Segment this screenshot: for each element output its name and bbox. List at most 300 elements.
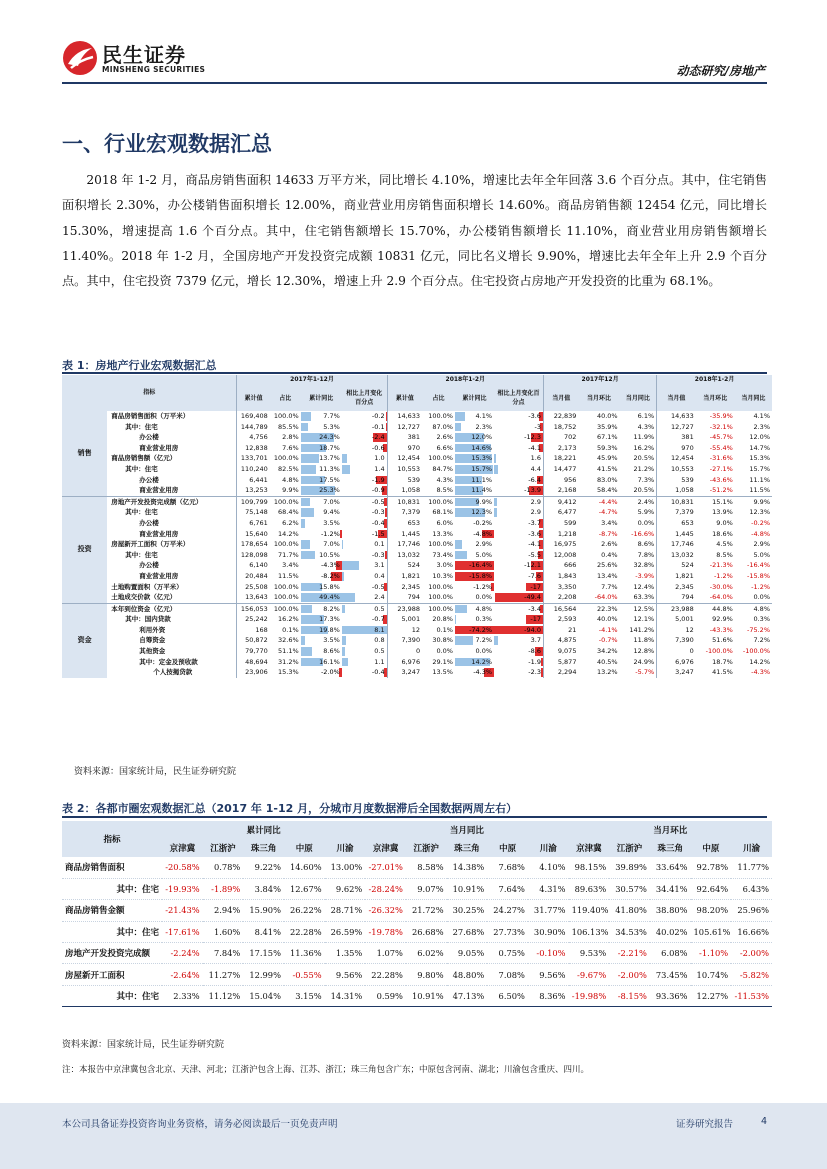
t1-cell-value: -100.0% [705, 647, 733, 656]
t1-cell [342, 592, 387, 603]
t1-cell-value: -16.4% [469, 561, 493, 570]
t1-cell-value: 15.7% [471, 464, 493, 473]
t2-cell: -17.61% [162, 921, 203, 942]
t1-cell [657, 550, 696, 561]
t2-cell: -2.00% [609, 964, 650, 985]
t1-cell-value: 14.6% [471, 443, 493, 452]
t1-cell-value: 24.9% [633, 657, 655, 666]
t1-cell [578, 635, 619, 646]
t1-cell-value: 100.0% [273, 497, 299, 506]
t1-cell-value: 0 [689, 647, 694, 656]
table1-source: 资料来源：国家统计局，民生证券研究院 [74, 767, 237, 777]
t1-cell [455, 529, 494, 540]
t2-cell: 12.67% [284, 878, 325, 899]
t1-cell [237, 603, 270, 614]
t1-cell [696, 464, 735, 475]
t1-cell [578, 529, 619, 540]
t1-data-bar [301, 647, 313, 656]
t2-cell: 7.08% [487, 964, 528, 985]
t1-cell-value: 15,640 [245, 529, 268, 538]
t2-cell: 6.08% [650, 943, 691, 964]
t1-cell [301, 625, 342, 636]
t1-data-bar [455, 605, 467, 614]
t1-cell [735, 518, 772, 529]
t1-cell-value: -12.1 [524, 561, 541, 570]
t1-cell [578, 432, 619, 443]
t1-cell-value: -32.1% [709, 422, 733, 431]
t1-cell [543, 592, 578, 603]
t1-cell-value: 16,564 [553, 604, 577, 613]
t1-cell [578, 464, 619, 475]
t1-cell-value: 18.7% [319, 443, 340, 452]
t2-region-header: 京津冀 [162, 839, 203, 857]
t1-cell [342, 657, 387, 668]
t1-cell [237, 571, 270, 582]
t1-cell-value: 25,242 [245, 615, 268, 624]
t1-cell [270, 539, 301, 550]
t1-cell [422, 464, 455, 475]
t1-row-label: 本年到位资金（亿元） [107, 603, 237, 614]
t1-cell [455, 507, 494, 518]
t1-cell [342, 529, 387, 540]
t1-cell-value: 16.2% [278, 615, 299, 624]
t1-cell [578, 603, 619, 614]
t1-cell-value: -0.3 [371, 508, 385, 517]
t2-cell: -5.82% [731, 964, 772, 985]
t1-header-2017-cum: 2017年1-12月 [237, 375, 387, 385]
t1-row [62, 614, 772, 625]
t2-cell: 16.66% [731, 921, 772, 942]
t1-cell-value: 51.6% [712, 636, 733, 645]
t1-cell [494, 635, 543, 646]
t1-cell [301, 657, 342, 668]
t1-cell-value: 6.6% [436, 443, 453, 452]
t1-cell-value: 4,756 [249, 433, 268, 442]
t2-cell: 2.94% [203, 900, 244, 921]
t2-cell: 41.80% [609, 900, 650, 921]
t1-cell [387, 411, 422, 422]
t1-cell-value: 87.0% [432, 422, 453, 431]
t2-cell: -27.01% [365, 857, 406, 878]
t2-cell: 7.84% [203, 943, 244, 964]
t1-cell-value: 15.3% [749, 454, 770, 463]
t1-col-header: 累计值 [387, 385, 422, 411]
t1-cell-value: 73.4% [432, 550, 453, 559]
t1-cell [620, 667, 657, 678]
t1-cell-value: -0.1 [371, 422, 385, 431]
t1-cell-value: 2.8% [282, 433, 299, 442]
t1-cell [237, 443, 270, 454]
t2-region-header: 川渝 [528, 839, 569, 857]
t1-data-bar [541, 668, 543, 677]
t1-cell-value: 3.5% [323, 518, 340, 527]
t1-cell-value: -43.6% [709, 475, 733, 484]
t1-col-header: 相比上月变化百分点 [494, 385, 543, 411]
t1-cell [237, 432, 270, 443]
t1-cell [270, 582, 301, 593]
t1-data-bar [385, 508, 387, 517]
t1-cell [237, 614, 270, 625]
t1-cell [494, 475, 543, 486]
t1-cell-value: 25.6% [596, 561, 618, 570]
t1-cell-value: 2,168 [557, 486, 577, 495]
t1-cell [422, 507, 455, 518]
t1-cell [237, 625, 270, 636]
t2-cell: 12.27% [691, 985, 732, 1006]
t2-region-header: 江浙沪 [203, 839, 244, 857]
t1-data-bar [342, 454, 348, 463]
t1-data-bar [301, 519, 306, 528]
t1-cell [455, 432, 494, 443]
t2-cell: 31.77% [528, 900, 569, 921]
t1-col-header: 当月值 [657, 385, 696, 411]
t1-cell [387, 529, 422, 540]
t1-cell-value: 4.8% [753, 604, 770, 613]
t1-cell [620, 411, 657, 422]
t1-cell-value: 1.1 [374, 657, 385, 666]
t1-cell [270, 550, 301, 561]
t1-cell [620, 422, 657, 433]
t1-cell [735, 475, 772, 486]
t1-cell-value: 0.0% [475, 647, 493, 656]
t1-cell [301, 443, 342, 454]
t1-cell [657, 485, 696, 496]
t1-cell-value: 44.8% [712, 604, 733, 613]
t1-cell [342, 464, 387, 475]
t1-cell-value: 2.4 [374, 593, 385, 602]
t1-cell [270, 625, 301, 636]
t1-cell-value: 12.8% [633, 647, 655, 656]
t1-cell [455, 453, 494, 464]
t1-cell-value: 100.0% [428, 582, 453, 591]
t1-data-bar [494, 636, 498, 645]
report-category-tag: 动态研究/房地产 [676, 64, 765, 78]
t1-cell-value: 18,752 [553, 422, 577, 431]
t1-cell-value: 13.4% [596, 571, 618, 580]
t1-cell-value: 14.2% [749, 657, 770, 666]
t1-cell [342, 667, 387, 678]
t1-row [62, 507, 772, 518]
summary-paragraph: 2018 年 1-2 月，商品房销售面积 14633 万平方米，同比增长 4.10%，增速比去年全年回落 3.6 个百分点。其中，住宅销售面积增长 2.30%，办公楼销售面积增长 12.00%，商业营业用房销售面积增长 14.60%。商品房销售额 12454 亿元，同比增长 15.30%，增速提高 1.6 个百分点。其中，住宅销售额增长 15.70%，办公楼销售额增长 11.10%，商业营业用房销售额增长 11.40%。2018 年 1-2 月，全国房地产开发投资完成额 10831 亿元，同比名义增长 9.90%，增速比去年全年上升 2.9 个百分点。其中，住宅投资 7379 亿元，增长 12.30%，增速上升 2.9 个百分点。住宅投资占房地产开发投资的比重为 68.1%。 [62, 173, 767, 289]
t1-cell [422, 625, 455, 636]
t2-row-label: 房屋新开工面积 [62, 964, 162, 985]
t1-data-bar [541, 658, 543, 667]
t1-cell [620, 646, 657, 657]
t2-cell: -1.10% [691, 943, 732, 964]
t1-cell [657, 571, 696, 582]
t1-cell-value: 0.3% [475, 615, 493, 624]
t1-cell [387, 485, 422, 496]
t1-cell [696, 518, 735, 529]
t1-cell-value: 11.9% [633, 433, 655, 442]
t1-cell-value: 2.3% [753, 422, 770, 431]
t2-cell: 10.91% [447, 878, 488, 899]
t1-cell [735, 411, 772, 422]
brand-name-en: MINSHENG SECURITIES [102, 65, 206, 74]
t1-cell-value: -0.6 [371, 443, 385, 452]
t1-data-bar [455, 615, 456, 624]
t1-cell-value: 1,843 [557, 571, 577, 580]
t1-cell [578, 539, 619, 550]
t1-cell-value: 25.3% [319, 486, 340, 495]
t1-cell-value: 3.1 [374, 561, 385, 570]
t1-cell-value: 7.7% [601, 582, 618, 591]
t2-cell: 9.53% [569, 943, 610, 964]
t1-cell [387, 550, 422, 561]
t1-cell [620, 453, 657, 464]
t1-cell [494, 614, 543, 625]
t1-cell [342, 443, 387, 454]
t1-cell-value: 40.0% [596, 412, 618, 420]
t1-cell-value: 7.6% [282, 443, 299, 452]
t1-cell [657, 422, 696, 433]
t1-cell-value: 1,821 [401, 571, 421, 580]
t1-cell-value: 15.7% [749, 464, 770, 473]
t1-cell-value: 12.0% [749, 433, 770, 442]
t1-cell-value: 5.9% [637, 508, 655, 517]
t2-cell: -2.21% [609, 943, 650, 964]
t1-row [62, 453, 772, 464]
t1-data-bar [494, 454, 496, 463]
t2-cell: 28.71% [325, 900, 366, 921]
t1-cell [543, 539, 578, 550]
t1-cell-value: 2,593 [557, 615, 577, 624]
t1-cell [422, 443, 455, 454]
t1-cell-value: -100.0% [742, 647, 770, 656]
t1-cell-value: 100.0% [273, 604, 299, 613]
t1-cell [657, 475, 696, 486]
t1-cell-value: 100.0% [428, 604, 453, 613]
t1-cell-value: -15.8% [469, 571, 493, 580]
t1-cell-value: 12.3% [749, 508, 770, 517]
t1-cell-value: -8.6 [528, 647, 541, 656]
t1-cell-value: 6,140 [249, 561, 268, 570]
t1-row [62, 571, 772, 582]
t1-cell-value: 0.8 [374, 636, 385, 645]
t1-data-bar [455, 412, 465, 421]
t1-cell-value: 63.3% [633, 593, 655, 602]
t1-cell-value: 1,445 [675, 529, 694, 538]
t1-cell-value: 0.1% [282, 625, 299, 634]
t1-cell [455, 582, 494, 593]
t1-cell [237, 464, 270, 475]
t1-cell [578, 518, 619, 529]
t2-cell: 11.27% [203, 964, 244, 985]
t1-row [62, 518, 772, 529]
t1-cell-value: 702 [564, 433, 577, 442]
t2-cell: 14.38% [447, 857, 488, 878]
t1-cell [578, 485, 619, 496]
t1-data-bar [386, 412, 387, 421]
t1-cell [543, 432, 578, 443]
t1-row-label: 商业营业用房 [107, 485, 237, 496]
t1-cell [543, 453, 578, 464]
t2-cell: 1.07% [365, 943, 406, 964]
t2-cell: 119.40% [569, 900, 610, 921]
t2-cell: 3.84% [243, 878, 284, 899]
t1-cell-value: 0.0% [436, 647, 453, 656]
t1-cell-value: 4,875 [557, 636, 577, 645]
t1-cell-value: 15.3% [278, 668, 299, 677]
t1-row [62, 443, 772, 454]
t2-cell: 9.07% [406, 878, 447, 899]
t2-cell: 22.28% [365, 964, 406, 985]
t1-cell [696, 485, 735, 496]
t1-data-bar [301, 605, 312, 614]
t1-cell [735, 432, 772, 443]
t1-cell [620, 625, 657, 636]
t1-cell [301, 518, 342, 529]
t1-cell [270, 646, 301, 657]
t1-col-header: 累计值 [237, 385, 270, 411]
t1-cell-value: 12 [411, 625, 421, 634]
t1-cell [578, 614, 619, 625]
t1-row-label: 其中：住宅 [107, 464, 237, 475]
t1-cell-value: 10,831 [397, 497, 421, 506]
t1-cell-value: -3.4 [528, 604, 541, 613]
t1-cell [270, 475, 301, 486]
t1-cell [696, 592, 735, 603]
t1-cell-value: 100.0% [273, 540, 299, 549]
footer-disclaimer: 本公司具备证券投资咨询业务资格，请务必阅读最后一页免责声明 [62, 1119, 338, 1130]
t1-cell-value: 84.7% [432, 464, 453, 473]
t1-cell [301, 592, 342, 603]
t2-region-header: 中原 [691, 839, 732, 857]
t1-row [62, 582, 772, 593]
t1-cell-value: 31.2% [278, 657, 299, 666]
t1-cell [342, 646, 387, 657]
t1-row-label: 土地购置面积（万平米） [107, 582, 237, 593]
t1-cell-value: -3.6 [528, 412, 541, 420]
t1-cell-value: 14.7% [749, 443, 770, 452]
t1-cell [422, 592, 455, 603]
t1-cell [270, 432, 301, 443]
t2-cell: 26.22% [284, 900, 325, 921]
t1-cell [422, 635, 455, 646]
t1-cell [455, 485, 494, 496]
t1-data-bar [301, 498, 311, 507]
t1-row [62, 411, 772, 422]
t1-cell-value: 7.0% [323, 497, 340, 506]
t1-cell-value: -5.7% [635, 668, 655, 677]
t1-cell [735, 443, 772, 454]
t1-cell-value: -12.3 [524, 433, 541, 442]
t2-cell: -8.15% [609, 985, 650, 1006]
t1-cell-value: 1,058 [401, 486, 421, 495]
t1-cell-value: 29.1% [432, 657, 453, 666]
t1-cell-value: 59.3% [596, 443, 618, 452]
t1-cell [494, 453, 543, 464]
t1-row [62, 625, 772, 636]
t1-cell [735, 485, 772, 496]
t1-cell-value: 3,350 [557, 582, 577, 591]
t1-cell [543, 560, 578, 571]
t1-cell-value: 100.0% [428, 593, 453, 602]
t1-cell-value: -35.9% [709, 412, 733, 420]
t1-cell-value: 10,553 [670, 464, 694, 473]
t1-cell [543, 582, 578, 593]
t1-cell-value: 100.0% [273, 412, 299, 420]
t1-cell-value: -1.2% [713, 571, 733, 580]
t1-cell-value: -0.2 [371, 412, 385, 420]
t1-col-header: 当月同比 [620, 385, 657, 411]
t1-cell-value: 17.3% [319, 615, 340, 624]
t1-cell [342, 422, 387, 433]
t1-cell-value: 2.6% [436, 433, 453, 442]
t1-row [62, 635, 772, 646]
t1-cell-value: 7.2% [475, 636, 493, 645]
t1-cell [696, 529, 735, 540]
t1-cell [422, 550, 455, 561]
t1-cell-value: -64.0% [594, 593, 618, 602]
t1-cell-value: -1.2% [320, 529, 340, 538]
t1-cell [301, 550, 342, 561]
t1-data-bar [301, 423, 308, 432]
t1-cell [620, 464, 657, 475]
t2-region-header: 川渝 [325, 839, 366, 857]
t1-row-label: 利用外资 [107, 625, 237, 636]
t2-cell: 0.59% [365, 985, 406, 1006]
t1-category: 投资 [62, 496, 107, 603]
t1-cell-value: 12.5% [633, 604, 655, 613]
t1-cell-value: -0.7 [371, 615, 385, 624]
t1-col-header: 当月值 [543, 385, 578, 411]
t1-cell-value: 12,454 [397, 454, 421, 463]
t1-cell-value: 524 [681, 561, 694, 570]
t1-data-bar [342, 465, 350, 474]
t1-cell-value: 1,218 [557, 529, 577, 538]
t2-cell: 8.58% [406, 857, 447, 878]
t1-cell-value: 6.1% [637, 412, 655, 420]
t1-cell [455, 475, 494, 486]
t1-cell-value: 12,727 [397, 422, 421, 431]
t1-cell [657, 411, 696, 422]
t2-cell: 0.78% [203, 857, 244, 878]
t2-cell: -0.55% [284, 964, 325, 985]
t1-cell-value: 970 [681, 443, 694, 452]
t2-cell: 7.64% [487, 878, 528, 899]
t2-region-header: 京津冀 [365, 839, 406, 857]
t1-header-2018-cum: 2018年1-2月 [387, 375, 543, 385]
t1-cell [342, 518, 387, 529]
t1-cell-value: -2.0% [320, 668, 340, 677]
t1-cell [494, 496, 543, 507]
t2-cell: 22.28% [284, 921, 325, 942]
t1-cell-value: 20.5% [633, 486, 655, 495]
t1-cell-value: 144,789 [240, 422, 268, 431]
t1-cell [237, 635, 270, 646]
t1-cell [494, 550, 543, 561]
t1-cell [657, 582, 696, 593]
t1-data-bar [386, 423, 387, 432]
t1-cell [494, 582, 543, 593]
t1-cell [494, 507, 543, 518]
t1-row [62, 539, 772, 550]
t2-region-header: 珠三角 [447, 839, 488, 857]
t1-cell-value: 14.2% [471, 657, 493, 666]
t1-cell [422, 614, 455, 625]
t1-cell [735, 646, 772, 657]
t1-cell [422, 657, 455, 668]
t1-cell-value: 6,441 [249, 475, 268, 484]
t1-cell [301, 422, 342, 433]
t1-cell [455, 657, 494, 668]
t2-cell: 9.05% [447, 943, 488, 964]
t1-cell [301, 432, 342, 443]
t1-cell [578, 592, 619, 603]
t1-row [62, 464, 772, 475]
t1-cell-value: -0.4 [371, 518, 385, 527]
